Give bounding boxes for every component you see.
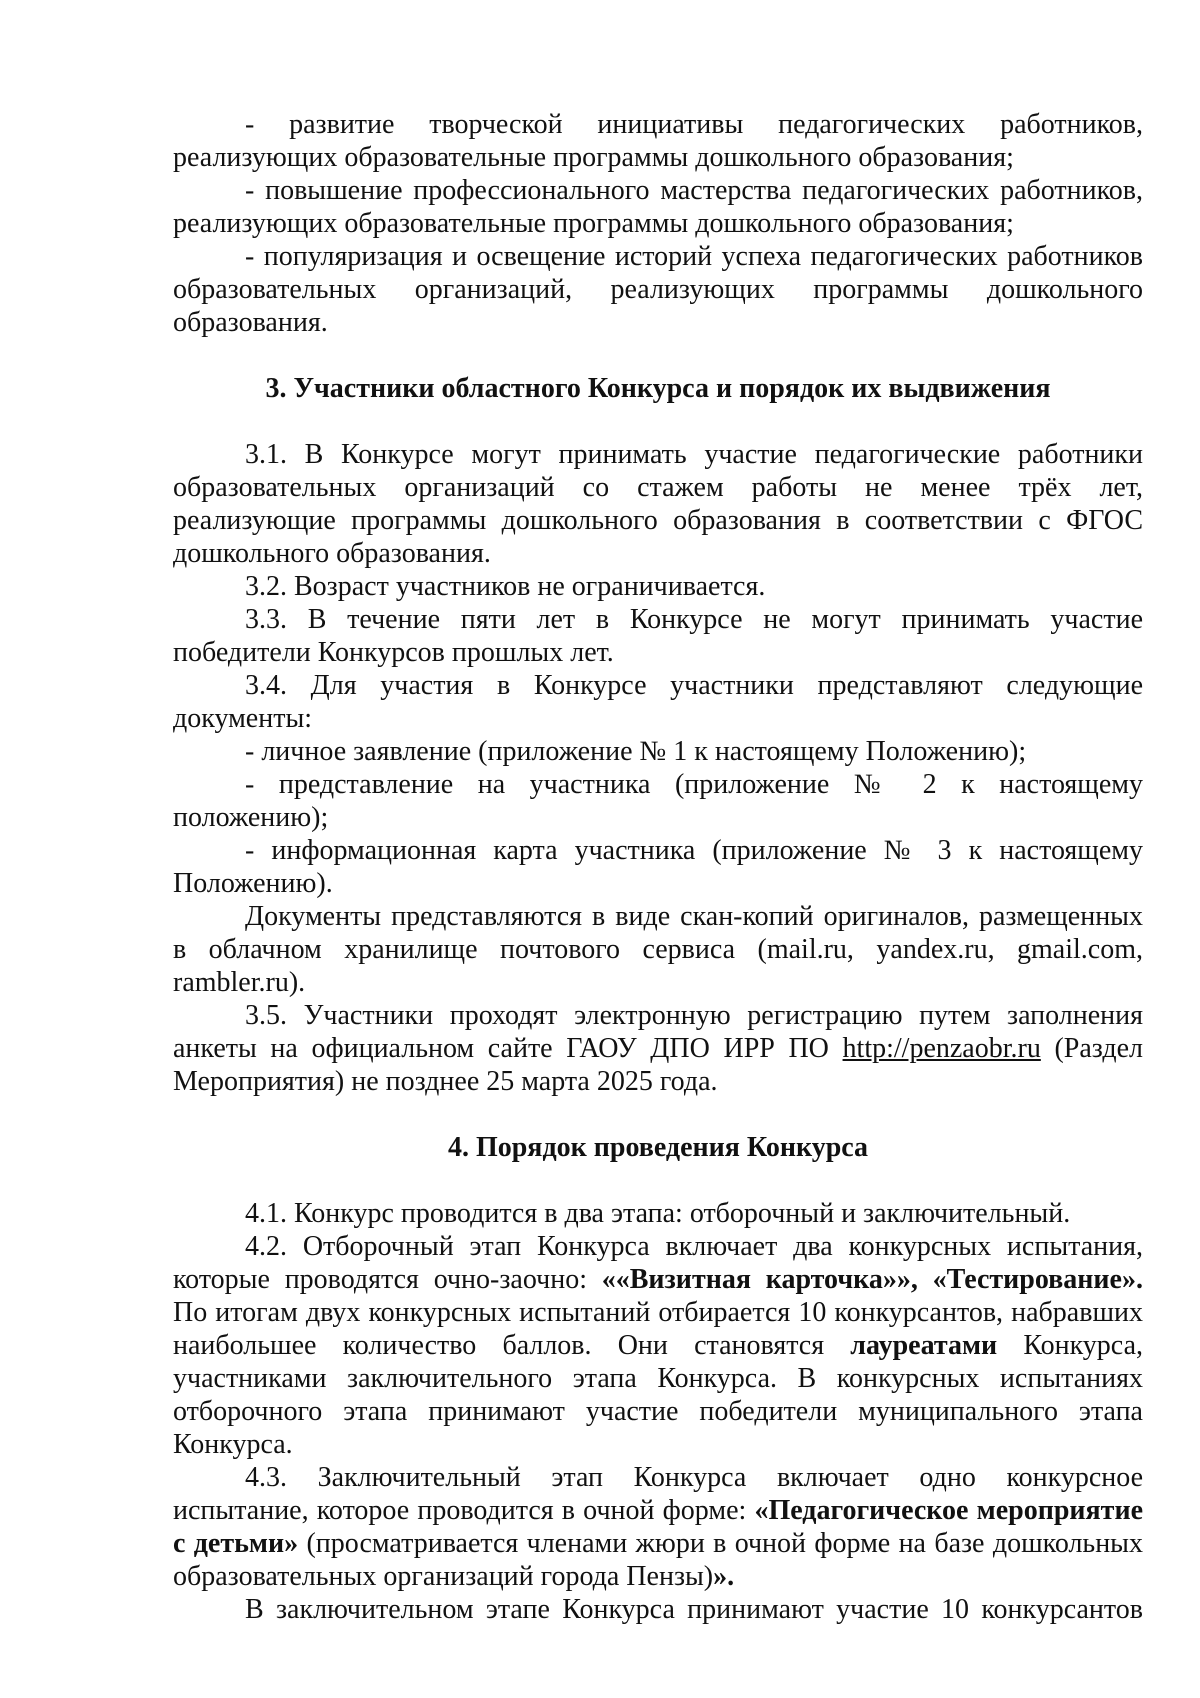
paragraph-3-2: 3.2. Возраст участников не ограничивается. [245, 571, 766, 602]
paragraph-4-1: 4.1. Конкурс проводится в два этапа: отборочный и заключительный. [245, 1198, 1071, 1229]
paragraph-3-4: 3.4. Для участия в Конкурсе участники представляют следующие документы: [173, 670, 1143, 734]
section-4-heading: 4. Порядок проведения Конкурса [447, 1132, 869, 1163]
document-item-application: - личное заявление (приложение № 1 к настоящему Положению); [245, 736, 1027, 767]
paragraph-3-5-text-start: 3.5. Участники проходят электронную регистрацию путем заполнения анкеты на официальном сайте ГАОУ ДПО ИРР ПО [173, 1000, 1143, 1064]
document-item-info-card: - информационная карта участника (приложение № 3 к настоящему Положению). [173, 835, 1143, 899]
paragraph-4-3-text-b: (просматривается членами жюри в очной форме на базе дошкольных образовательных организаций города Пензы) [173, 1528, 1143, 1592]
paragraph-3-1: 3.1. В Конкурсе могут принимать участие педагогические работники образовательных организаций со стажем работы не менее трёх лет, реализующие программы дошкольного образования в соответствии с ФГОС дошкольного образования. [173, 439, 1143, 569]
paragraph-4-3 [173, 1461, 1143, 1593]
paragraph-3-3: 3.3. В течение пяти лет в Конкурсе не могут принимать участие победители Конкурсов прошлых лет. [173, 604, 1143, 668]
paragraph-4-2-text-b: По итогам двух конкурсных испытаний отбирается 10 конкурсантов, набравших наибольшее количество баллов. Они становятся [173, 1297, 1143, 1361]
paragraph-3-5-text-end: (Раздел Мероприятия) не позднее 25 марта 2025 года. [173, 1033, 1143, 1097]
selection-tests-names: ««Визитная карточка»», «Тестирование». [601, 1264, 1143, 1295]
document-item-representation: - представление на участника (приложение № 2 к настоящему положению); [173, 769, 1143, 833]
goal-item-professional-mastery: - повышение профессионального мастерства педагогических работников, реализующих образовательные программы дошкольного образования; [173, 175, 1143, 239]
paragraph-4-2 [173, 1230, 1143, 1461]
section-3-heading: 3. Участники областного Конкурса и порядок их выдвижения [265, 373, 1051, 404]
paragraph-3-5 [173, 999, 1143, 1098]
document-page [173, 108, 1143, 1626]
goal-item-success-stories: - популяризация и освещение историй успеха педагогических работников образовательных организаций, реализующих программы дошкольного образования. [173, 241, 1143, 338]
paragraph-4-3-text-a: 4.3. Заключительный этап Конкурса включает одно конкурсное испытание, которое проводится в очной форме: [173, 1462, 1143, 1526]
paragraph-4-2-text-a: 4.2. Отборочный этап Конкурса включает два конкурсных испытания, которые проводятся очно-заочно: [173, 1231, 1143, 1295]
paragraph-4-2-text-c: Конкурса, участниками заключительного этапа Конкурса. В конкурсных испытаниях отборочного этапа принимают участие победители муниципального этапа Конкурса. [173, 1330, 1143, 1460]
paragraph-4-4: В заключительном этапе Конкурса принимают участие 10 конкурсантов [245, 1594, 1143, 1625]
penzaobr-link[interactable]: http://penzaobr.ru [842, 1033, 1041, 1064]
laureates-term: лауреатами [850, 1330, 998, 1361]
goal-item-creative-initiative: - развитие творческой инициативы педагогических работников, реализующих образовательные программы дошкольного образования; [173, 109, 1143, 173]
paragraph-4-3-closing-quote: ». [713, 1561, 735, 1592]
final-test-name: «Педагогическое мероприятие с детьми» [173, 1495, 1144, 1559]
documents-note: Документы представляются в виде скан-копий оригиналов, размещенных в облачном хранилище почтового сервиса (mail.ru, yandex.ru, gmail.com, rambler.ru). [173, 901, 1143, 998]
